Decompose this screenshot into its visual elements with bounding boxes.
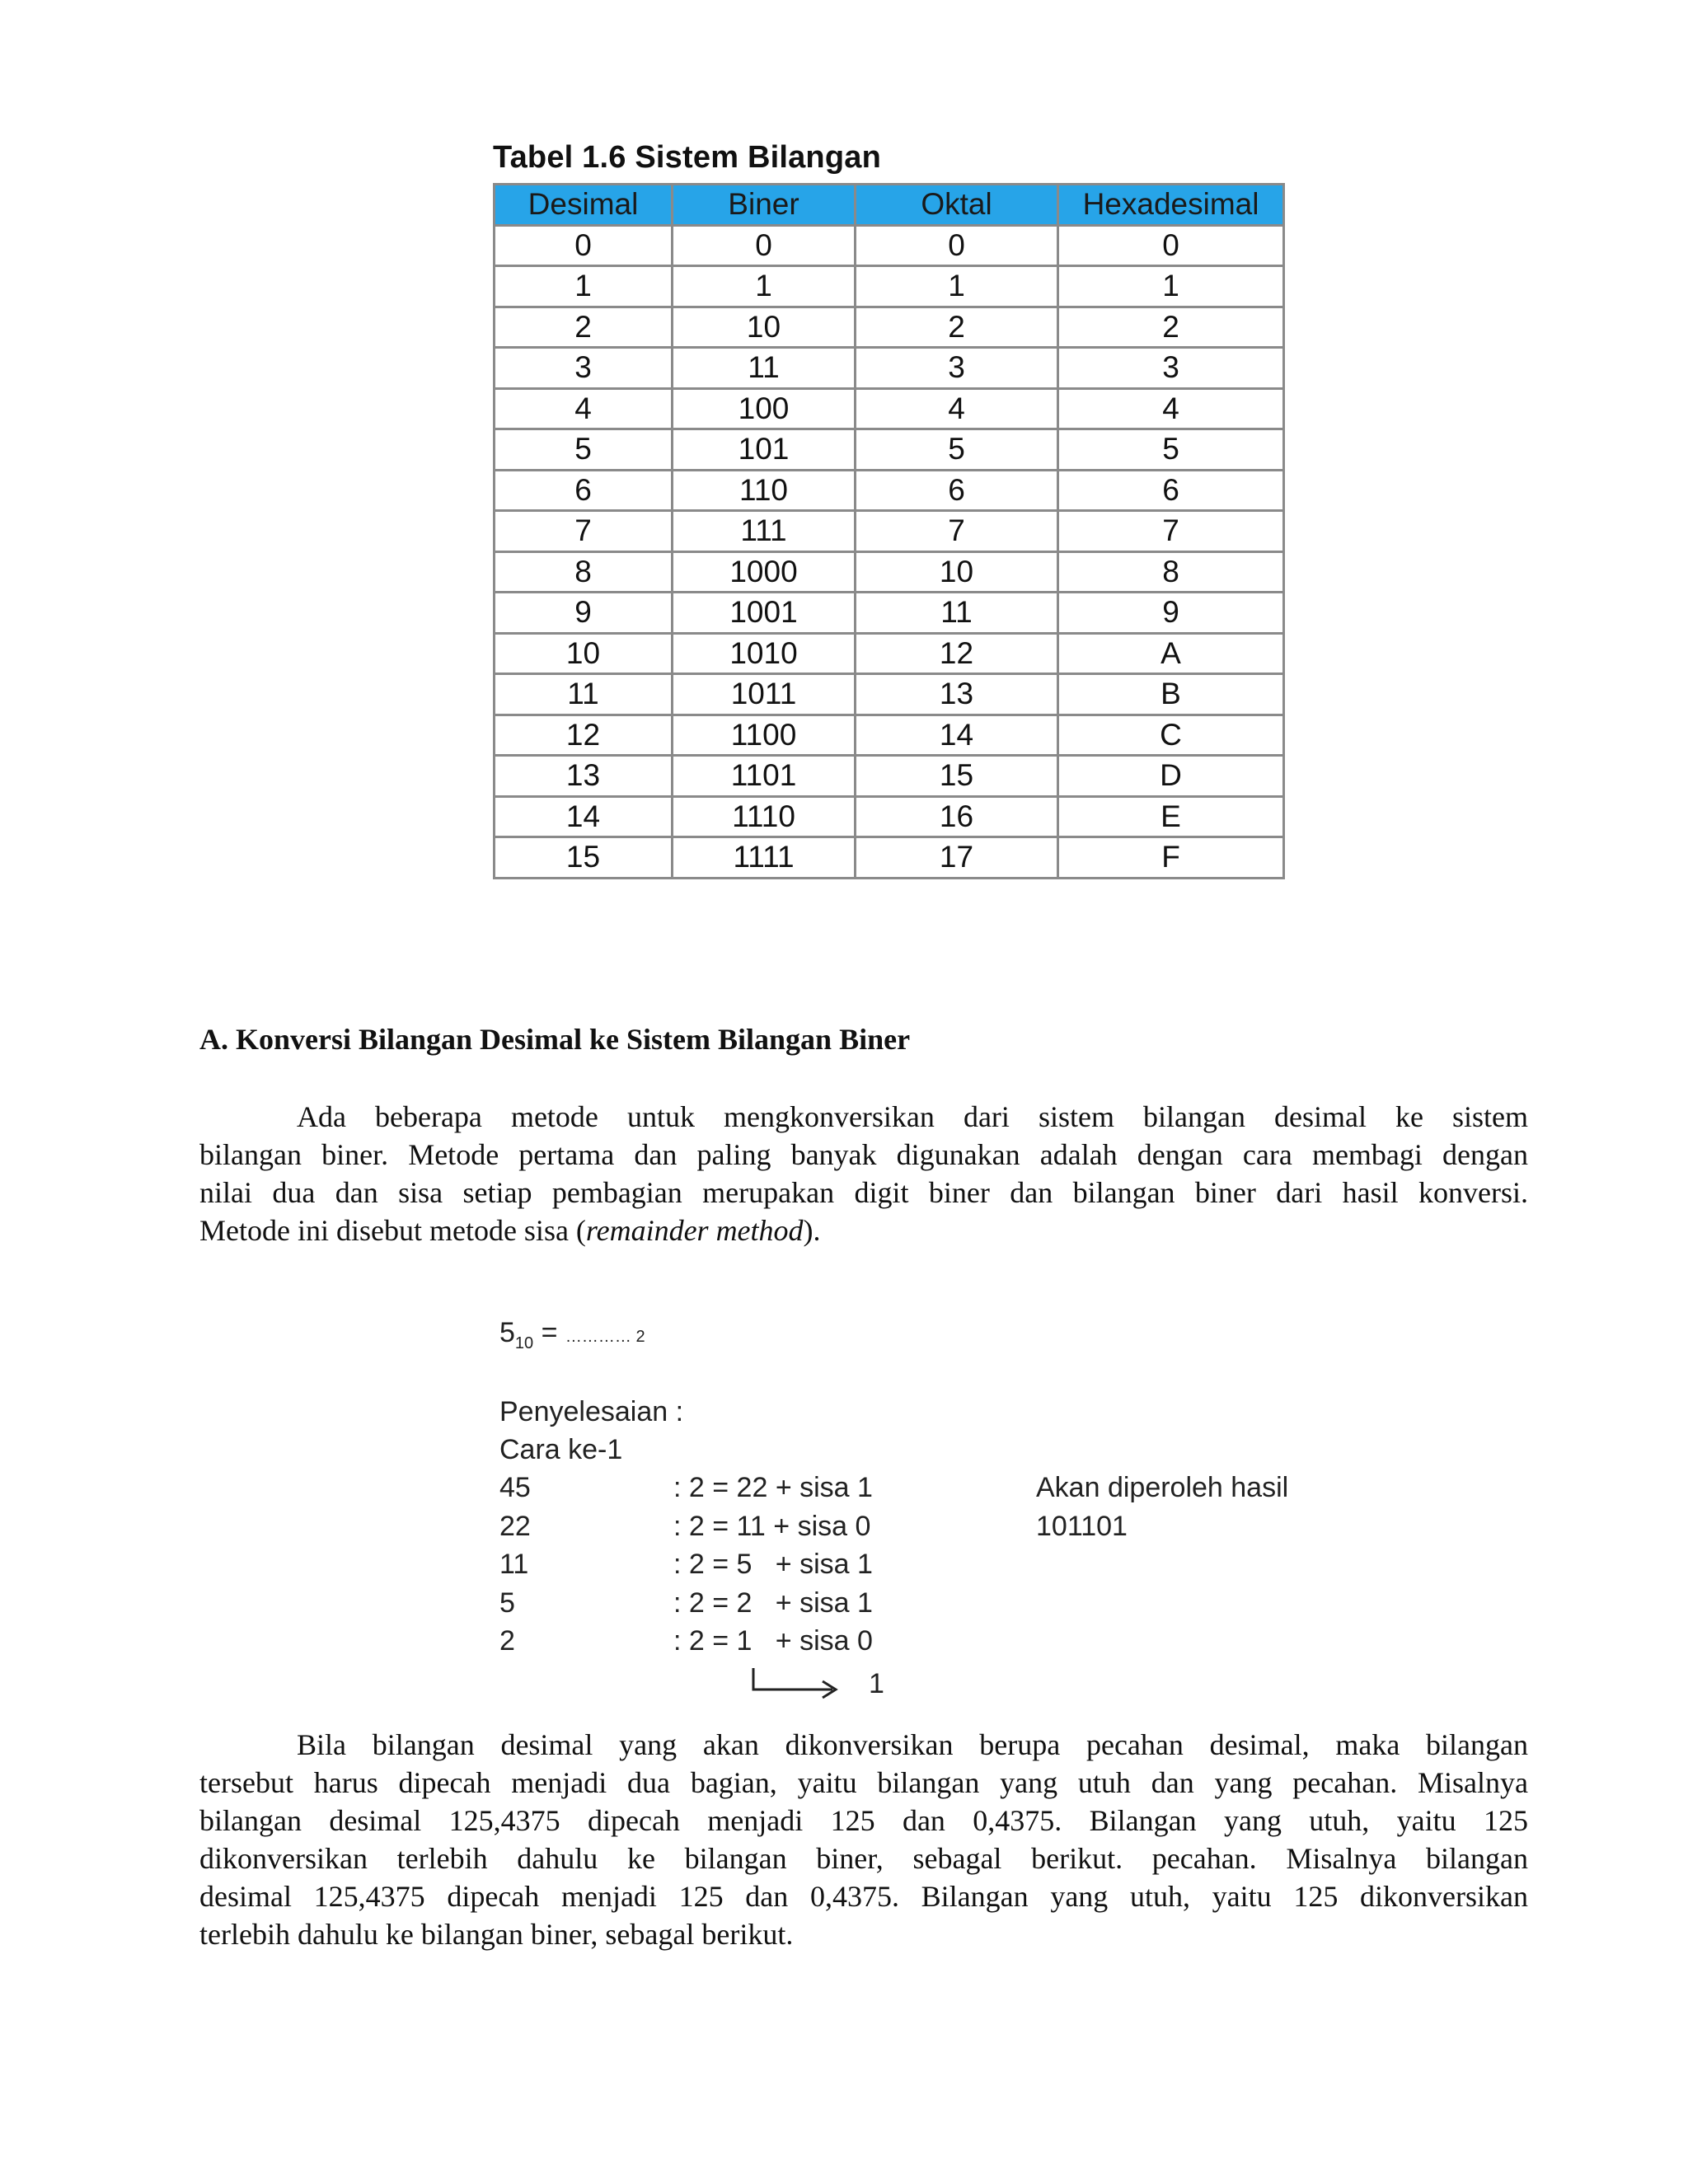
step-operation: : 2 = 2 + sisa 1: [673, 1587, 873, 1619]
number-system-table: [493, 183, 1285, 879]
paragraph-intro: [199, 1098, 1528, 1249]
table-row: [495, 633, 1284, 674]
para2-line: terlebih dahulu ke bilangan biner, sebagal berikut.: [199, 1918, 794, 1951]
table-cell: 4: [856, 388, 1058, 429]
para2-line: desimal 125,4375 dipecah menjadi 125 dan 0,4375. Bilangan yang utuh, yaitu 125 dikonversikan: [199, 1880, 1528, 1913]
table-cell: 4: [1058, 388, 1284, 429]
table-cell: 2: [495, 307, 673, 348]
result-value: 101101: [1036, 1511, 1128, 1542]
table-cell: 7: [856, 511, 1058, 552]
table-cell: 1: [856, 266, 1058, 307]
table-cell: 1010: [673, 633, 856, 674]
table-cell: 6: [1058, 470, 1284, 511]
table-cell: 3: [1058, 348, 1284, 389]
step-operation: : 2 = 22 + sisa 1: [673, 1472, 873, 1503]
table-cell: 13: [856, 674, 1058, 715]
table-cell: 10: [495, 633, 673, 674]
para2-line: tersebut harus dipecah menjadi dua bagian, yaitu bilangan yang utuh dan yang pecahan. Misalnya: [199, 1766, 1528, 1799]
section-heading: A. Konversi Bilangan Desimal ke Sistem Bilangan Biner: [199, 1023, 911, 1056]
table-row: [495, 470, 1284, 511]
table-cell: 14: [495, 796, 673, 837]
para2-line: Bila bilangan desimal yang akan dikonversikan berupa pecahan desimal, maka bilangan: [297, 1728, 1528, 1761]
table-cell: 0: [1058, 225, 1284, 266]
method-label: Cara ke-1: [499, 1434, 623, 1465]
para2-line: dikonversikan terlebih dahulu ke bilangan biner, sebagal berikut. pecahan. Misalnya bilangan: [199, 1842, 1528, 1875]
para2-line: bilangan desimal 125,4375 dipecah menjadi 125 dan 0,4375. Bilangan yang utuh, yaitu 125: [199, 1804, 1528, 1837]
table-cell: 17: [856, 837, 1058, 879]
table-cell: 13: [495, 756, 673, 797]
table-cell: 6: [856, 470, 1058, 511]
table-cell: C: [1058, 715, 1284, 756]
table-cell: 12: [495, 715, 673, 756]
table-row: [495, 551, 1284, 593]
table-row: [495, 674, 1284, 715]
table-cell: B: [1058, 674, 1284, 715]
table-cell: 8: [495, 551, 673, 593]
step-number: 45: [499, 1472, 531, 1503]
table-row: [495, 307, 1284, 348]
table-cell: 5: [856, 429, 1058, 471]
step-number: 2: [499, 1625, 515, 1657]
header-oktal: Oktal: [856, 185, 1058, 226]
table-header-row: [495, 185, 1284, 226]
table-cell: 16: [856, 796, 1058, 837]
table-cell: 11: [495, 674, 673, 715]
table-cell: 5: [1058, 429, 1284, 471]
table-cell: 15: [856, 756, 1058, 797]
table-cell: 1111: [673, 837, 856, 879]
table-cell: E: [1058, 796, 1284, 837]
result-label: Akan diperoleh hasil: [1036, 1472, 1289, 1503]
para1-line: Ada beberapa metode untuk mengkonversikan dari sistem bilangan desimal ke sistem: [297, 1100, 1528, 1133]
table-cell: 0: [495, 225, 673, 266]
table-cell: 10: [673, 307, 856, 348]
table-cell: 1: [495, 266, 673, 307]
table-cell: 2: [1058, 307, 1284, 348]
table-cell: D: [1058, 756, 1284, 797]
step-operation: : 2 = 1 + sisa 0: [673, 1625, 873, 1657]
header-desimal: Desimal: [495, 185, 673, 226]
table-cell: F: [1058, 837, 1284, 879]
table-cell: 110: [673, 470, 856, 511]
table-cell: 0: [673, 225, 856, 266]
final-digit: 1: [869, 1668, 884, 1699]
table-cell: 6: [495, 470, 673, 511]
example-equation: $5_{10}$ = ………… 2: [499, 1317, 645, 1352]
table-cell: 1: [673, 266, 856, 307]
header-hexadesimal: Hexadesimal: [1058, 185, 1284, 226]
table-cell: 8: [1058, 551, 1284, 593]
table-cell: 7: [495, 511, 673, 552]
table-row: [495, 266, 1284, 307]
table-cell: 0: [856, 225, 1058, 266]
remainder-method-term: remainder method: [585, 1214, 804, 1247]
table-title: Tabel 1.6 Sistem Bilangan: [493, 140, 882, 175]
table-row: [495, 593, 1284, 634]
arrow-icon: [750, 1666, 849, 1699]
table-cell: 2: [856, 307, 1058, 348]
table-cell: 1001: [673, 593, 856, 634]
table-row: [495, 511, 1284, 552]
table-cell: 4: [495, 388, 673, 429]
table-row: [495, 348, 1284, 389]
table-cell: 12: [856, 633, 1058, 674]
table-cell: 111: [673, 511, 856, 552]
table-cell: 9: [1058, 593, 1284, 634]
table-cell: 1100: [673, 715, 856, 756]
table-cell: 11: [856, 593, 1058, 634]
table-cell: 1000: [673, 551, 856, 593]
table-cell: 3: [495, 348, 673, 389]
step-operation: : 2 = 5 + sisa 1: [673, 1549, 873, 1580]
table-cell: 9: [495, 593, 673, 634]
table-cell: 10: [856, 551, 1058, 593]
table-row: [495, 225, 1284, 266]
table-cell: 1101: [673, 756, 856, 797]
table-cell: 7: [1058, 511, 1284, 552]
table-cell: 1: [1058, 266, 1284, 307]
para1-line: bilangan biner. Metode pertama dan paling banyak digunakan adalah dengan cara membagi dengan: [199, 1138, 1528, 1171]
step-number: 11: [499, 1549, 529, 1580]
table-row: [495, 796, 1284, 837]
table-cell: 101: [673, 429, 856, 471]
table-row: [495, 715, 1284, 756]
table-row: [495, 388, 1284, 429]
table-cell: 100: [673, 388, 856, 429]
table-row: [495, 429, 1284, 471]
table-cell: 1011: [673, 674, 856, 715]
table-row: [495, 756, 1284, 797]
step-number: 5: [499, 1587, 515, 1619]
para1-line: nilai dua dan sisa setiap pembagian merupakan digit biner dan bilangan biner dari hasil konversi.: [199, 1176, 1528, 1209]
step-operation: : 2 = 11 + sisa 0: [673, 1511, 871, 1542]
solution-label: Penyelesaian :: [499, 1396, 684, 1427]
table-row: [495, 837, 1284, 879]
table-cell: A: [1058, 633, 1284, 674]
header-biner: Biner: [673, 185, 856, 226]
table-cell: 5: [495, 429, 673, 471]
table-cell: 1110: [673, 796, 856, 837]
paragraph-fraction: [199, 1726, 1528, 1953]
table-cell: 3: [856, 348, 1058, 389]
table-cell: 11: [673, 348, 856, 389]
step-number: 22: [499, 1511, 531, 1542]
table-cell: 14: [856, 715, 1058, 756]
table-cell: 15: [495, 837, 673, 879]
para1-last-line: Metode ini disebut metode sisa (remainder method).: [199, 1214, 821, 1247]
